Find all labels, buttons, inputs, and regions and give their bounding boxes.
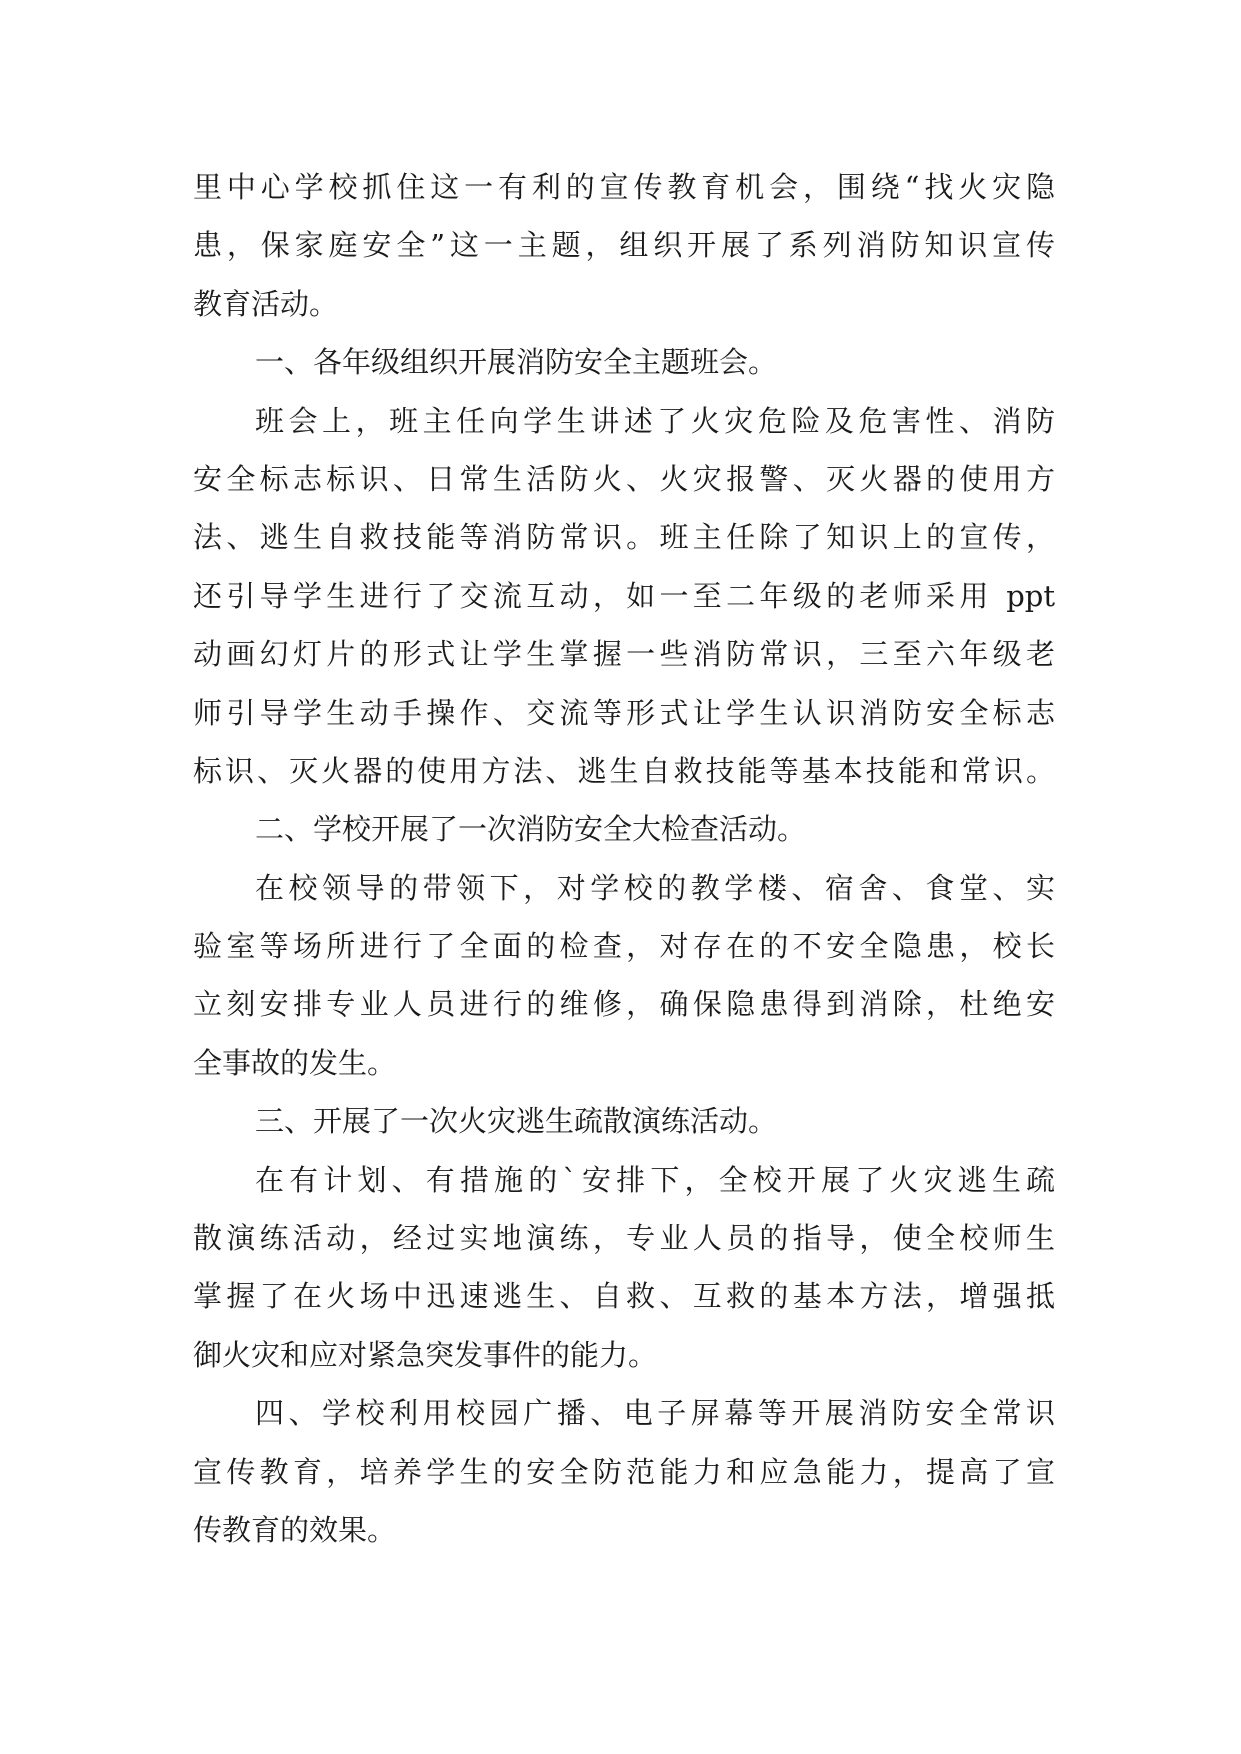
text-line: 标识、灭火器的使用方法、逃生自救技能等基本技能和常识。	[193, 753, 1055, 788]
text-line: 御火灾和应对紧急突发事件的能力。	[193, 1337, 658, 1372]
text-line: 法、逃生自救技能等消防常识。班主任除了知识上的宣传，	[193, 520, 1055, 555]
text-line: 散演练活动，经过实地演练，专业人员的指导，使全校师生	[193, 1221, 1055, 1256]
section-heading-4: 四、学校利用校园广播、电子屏幕等开展消防安全常识	[255, 1396, 1055, 1431]
text-line: 验室等场所进行了全面的检查，对存在的不安全隐患，校长	[193, 929, 1055, 964]
text-line: 在校领导的带领下，对学校的教学楼、宿舍、食堂、实	[255, 870, 1055, 905]
text-line: 教育活动。	[193, 286, 339, 321]
text-line: 师引导学生动手操作、交流等形式让学生认识消防安全标志	[193, 695, 1055, 730]
text-line: 全事故的发生。	[193, 1045, 397, 1080]
text-line: 动画幻灯片的形式让学生掌握一些消防常识，三至六年级老	[193, 637, 1055, 672]
text-line: 安全标志标识、日常生活防火、火灾报警、灭火器的使用方	[193, 461, 1055, 496]
text-line: 宣传教育，培养学生的安全防范能力和应急能力，提高了宣	[193, 1454, 1055, 1489]
text-line: 里中心学校抓住这一有利的宣传教育机会，围绕“找火灾隐	[193, 170, 1055, 204]
text-line: 班会上，班主任向学生讲述了火灾危险及危害性、消防	[255, 403, 1055, 438]
document-body	[193, 158, 1055, 1559]
section-heading-2: 二、学校开展了一次消防安全大检查活动。	[255, 812, 807, 847]
text-line: 患，保家庭安全”这一主题，组织开展了系列消防知识宣传	[193, 228, 1055, 263]
text-line: 传教育的效果。	[193, 1512, 397, 1547]
text-line: 立刻安排专业人员进行的维修，确保隐患得到消除，杜绝安	[193, 987, 1055, 1022]
section-heading-1: 一、各年级组织开展消防安全主题班会。	[255, 345, 778, 380]
text-line: 还引导学生进行了交流互动，如一至二年级的老师采用 ppt	[193, 578, 1055, 613]
section-heading-3: 三、开展了一次火灾逃生疏散演练活动。	[255, 1104, 778, 1139]
text-line: 掌握了在火场中迅速逃生、自救、互救的基本方法，增强抵	[193, 1279, 1055, 1314]
text-line: 在有计划、有措施的`安排下，全校开展了火灾逃生疏	[255, 1162, 1055, 1197]
